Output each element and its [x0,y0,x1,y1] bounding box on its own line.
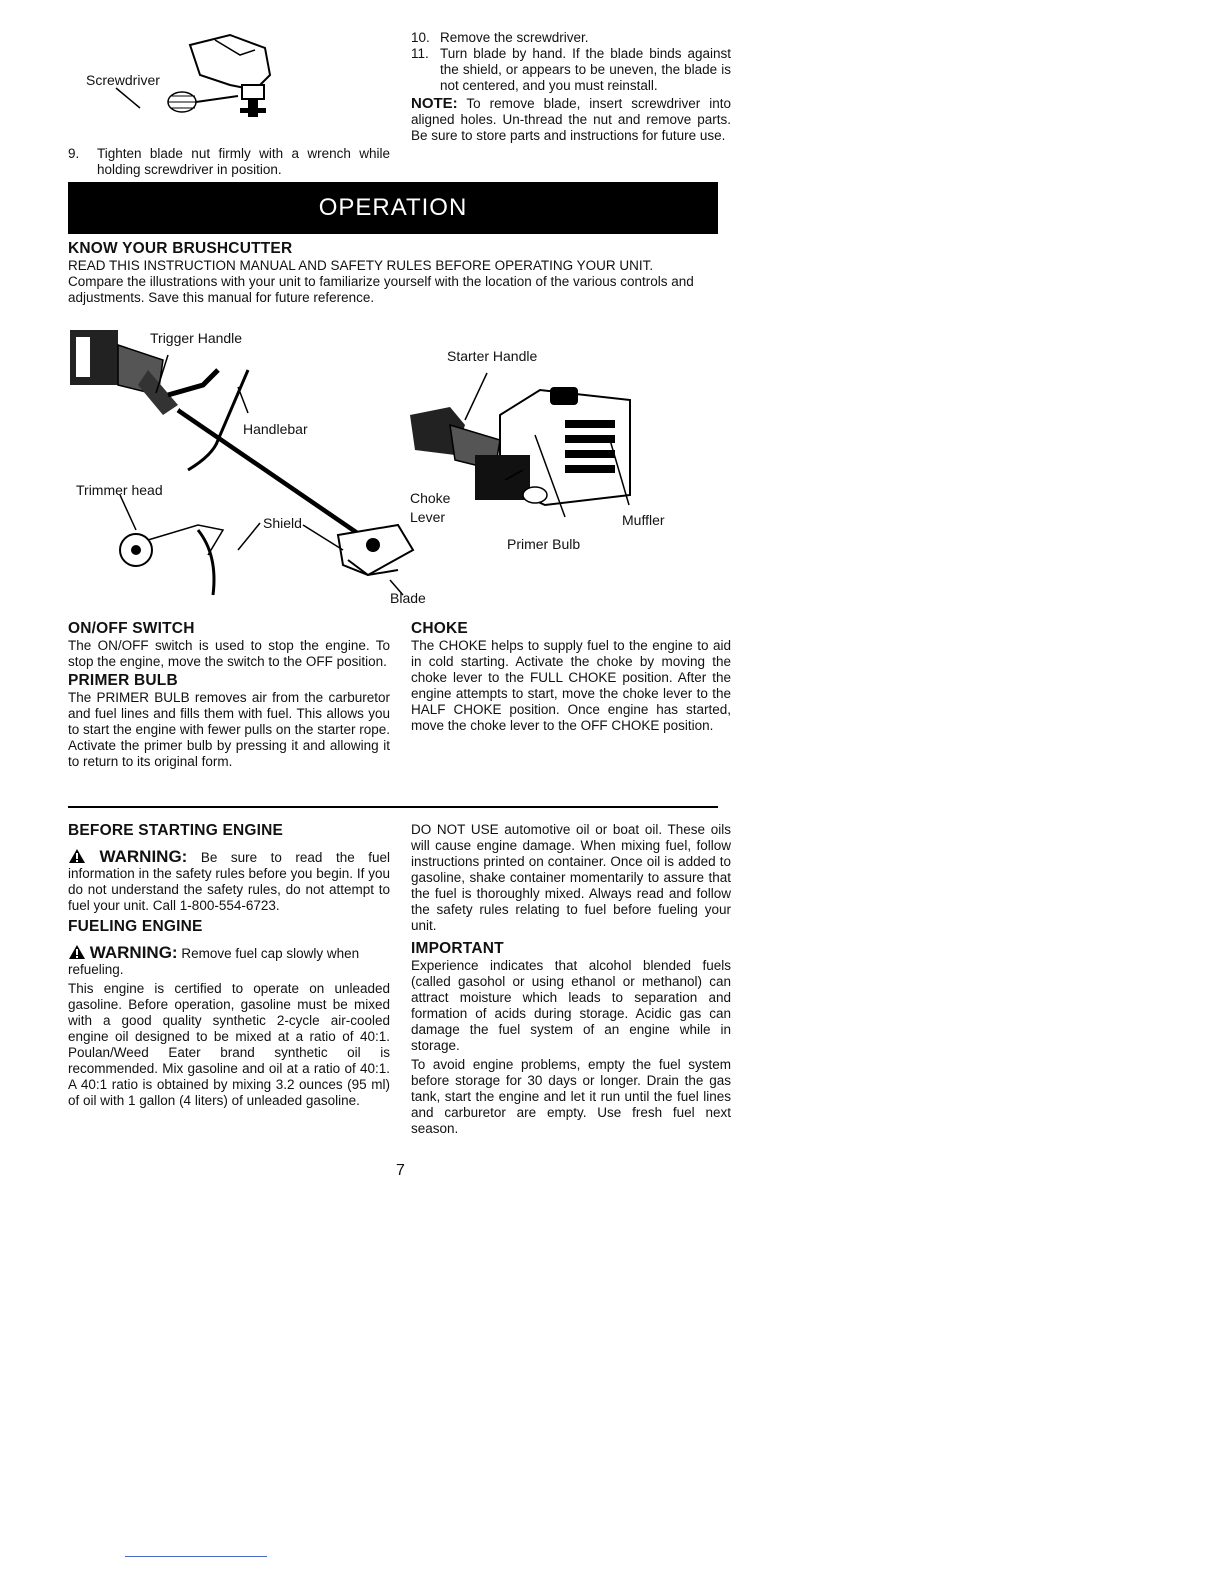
before-heading: BEFORE STARTING ENGINE [68,822,284,839]
step-text: Tighten blade nut firmly with a wrench while holding screwdriver in position. [97,146,390,177]
before-warning [68,848,390,914]
steps-left [68,146,390,178]
label-primer-bulb: Primer Bulb [507,536,581,552]
label-lever: Lever [410,509,446,525]
label-blade: Blade [390,590,426,606]
label-shield: Shield [263,515,302,531]
note-text: To remove blade, insert screwdriver into aligned holes. Un-thread the nut and remove parts. Be sure to store parts and instructions for future use. [411,96,731,143]
warning-label: WARNING: [99,847,188,866]
warning-icon [68,944,86,960]
warning-text: Be sure to read the fuel information in the safety rules before you begin. If you do not understand the safety rules, do not attempt to fuel your unit. Call 1-800-554-6723. [68,850,390,913]
fueling-warning [68,944,390,978]
brushcutter-diagram [68,325,428,610]
important-heading: IMPORTANT [411,940,504,957]
label-muffler: Muffler [622,512,665,528]
warning-label: WARNING: [89,943,178,962]
onoff-text: The ON/OFF switch is used to stop the engine. To stop the engine, move the switch to the OFF position. [68,638,390,669]
step-11 [411,46,731,94]
brushcutter-illustration [68,325,428,610]
important-text-1: Experience indicates that alcohol blended fuels (called gasohol or using ethanol or methanol) can attract moisture which leads to separation and formation of acids during storage. Acidic gas can damage the fuel system of an engine while in storage. [411,958,731,1053]
important-text-2: To avoid engine problems, empty the fuel system before storage for 30 days or longer. Drain the gas tank, start the engine and let it run until the fuel lines and carburetor are empty. Use fresh fuel next season. [411,1057,731,1136]
fueling-text: This engine is certified to operate on unleaded gasoline. Before operation, gasoline must be mixed with a good quality synthetic 2-cycle air-cooled engine oil designed to be mixed at a ratio of 40:1. Poulan/Weed Eater brand synthetic oil is recommended. Mix gasoline and oil at a ratio of 40:1. A 40:1 ratio is obtained by mixing 3.2 ounces (95 ml) of oil with 1 gallon (4 liters) of unleaded gasoline. [68,981,390,1108]
label-choke: Choke [410,490,451,506]
note-paragraph [411,96,731,144]
before-fueling-section [68,822,390,1109]
know-heading: KNOW YOUR BRUSHCUTTER [68,240,293,257]
label-starter-handle: Starter Handle [447,348,538,364]
label-handlebar: Handlebar [243,421,308,437]
primer-text: The PRIMER BULB removes air from the carburetor and fuel lines and fills them with fuel. This allows you to start the engine with fewer pulls on the starter rope. Activate the primer bulb by pressing it and allowing it to return to its original form. [68,690,390,769]
step-number: 9. [68,146,80,161]
step-text: Turn blade by hand. If the blade binds against the shield, or appears to be uneven, the blade is not centered, and you must reinstall. [440,46,731,93]
steps-right [411,30,731,144]
choke-section [411,620,731,734]
warning-icon [68,848,86,864]
operation-title: OPERATION [318,194,468,221]
screwdriver-label: Screwdriver [86,72,160,88]
step-text: Remove the screwdriver. [440,30,589,45]
warning-text: Remove fuel cap slowly when refueling. [68,946,360,977]
do-not-use-text: DO NOT USE automotive oil or boat oil. These oils will cause engine damage. When mixing fuel, follow instructions printed on container. Once oil is added to gasoline, shake container momentarily to assure that the fuel is thoroughly mixed. Always read and follow the safety rules relating to fuel before fueling your unit. [411,822,731,933]
step-10 [411,30,731,46]
page-number: 7 [396,1162,405,1179]
screwdriver-figure [80,30,300,135]
operation-banner [68,182,718,234]
section-divider [68,806,718,808]
label-trimmer-head: Trimmer head [76,482,163,498]
engine-diagram [405,345,735,565]
fuel-info-section [411,822,731,1137]
know-line2: Compare the illustrations with your unit to familiarize yourself with the location of the various controls and adjustments. Save this manual for future reference. [68,274,694,305]
engine-illustration [405,345,735,565]
note-label: NOTE: [411,95,458,112]
know-line1: READ THIS INSTRUCTION MANUAL AND SAFETY RULES BEFORE OPERATING YOUR UNIT. [68,258,654,273]
onoff-heading: ON/OFF SWITCH [68,620,195,637]
label-trigger-handle: Trigger Handle [150,330,243,346]
step-number: 11. [411,46,429,61]
footer-line [125,1556,267,1557]
step-9 [68,146,390,178]
know-section [68,240,758,306]
step-number: 10. [411,30,430,45]
choke-heading: CHOKE [411,620,468,637]
primer-heading: PRIMER BULB [68,672,178,689]
choke-text: The CHOKE helps to supply fuel to the engine to aid in cold starting. Activate the choke by moving the choke lever to the FULL CHOKE position. After the engine attempts to start, move the choke lever to the HALF CHOKE position. Once engine has started, move the choke lever to the OFF CHOKE position. [411,638,731,733]
onoff-primer-section [68,620,390,770]
fueling-heading: FUELING ENGINE [68,918,203,935]
